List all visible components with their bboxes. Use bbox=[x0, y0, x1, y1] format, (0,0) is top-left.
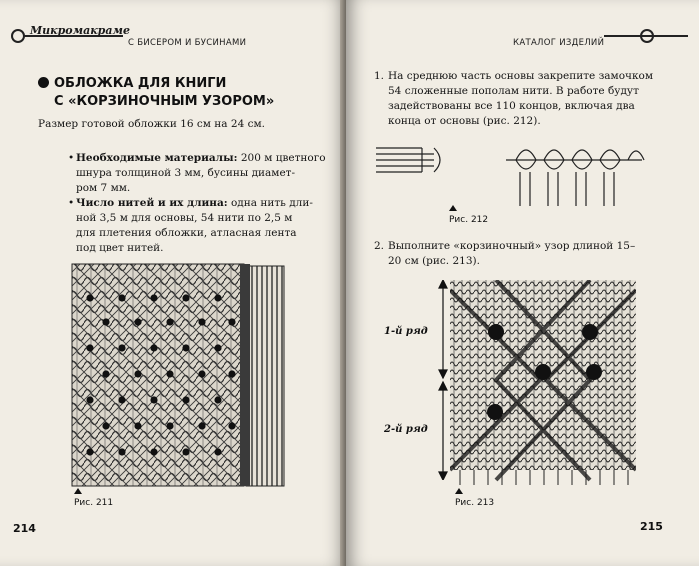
step-2-number: 2. bbox=[374, 240, 385, 252]
caption-marker-icon bbox=[455, 488, 463, 494]
page-number-right: 215 bbox=[640, 520, 663, 533]
step-1-number: 1. bbox=[374, 70, 385, 82]
series-title: Микромакраме bbox=[30, 24, 130, 37]
materials-paragraph: • Необходимые материалы: 200 м цветного шнура толщиной 3 мм, бусины диамет- ром 7 мм. bbox=[68, 152, 326, 194]
caption-marker-icon bbox=[449, 205, 457, 211]
section-header: КАТАЛОГ ИЗДЕЛИЙ bbox=[513, 38, 605, 48]
row-1-label: 1-й ряд bbox=[384, 326, 428, 337]
series-subtitle: С БИСЕРОМ И БУСИНАМИ bbox=[128, 38, 247, 48]
row-2-label: 2-й ряд bbox=[384, 424, 428, 435]
figure-213-basket-pattern bbox=[450, 280, 636, 485]
left-page bbox=[0, 0, 346, 566]
step-2-text: Выполните «корзиночный» узор длиной 15– 20 см (рис. 213). bbox=[388, 240, 636, 267]
figure-212-diagram bbox=[376, 138, 656, 210]
right-page bbox=[346, 0, 699, 566]
step-1-text: На среднюю часть основы закрепите замочком 54 сложенные пополам нити. В работе будут задействованы все 110 концов, включая два конца от основы (рис. 212). bbox=[388, 70, 654, 127]
figure-211-caption: Рис. 211 bbox=[74, 498, 114, 508]
bullet-icon bbox=[38, 77, 49, 88]
figure-213-caption: Рис. 213 bbox=[455, 498, 495, 508]
figure-211-book-cover bbox=[70, 260, 296, 490]
list-bullet-icon: • bbox=[68, 197, 75, 209]
dimension-arrows bbox=[436, 280, 450, 480]
header-ring-icon bbox=[640, 29, 654, 43]
list-bullet-icon: • bbox=[68, 152, 75, 164]
size-text: Размер готовой обложки 16 см на 24 см. bbox=[38, 118, 265, 130]
figure-212-caption: Рис. 212 bbox=[449, 215, 489, 225]
page-number-left: 214 bbox=[13, 522, 36, 535]
section-title-line2: С «КОРЗИНОЧНЫМ УЗОРОМ» bbox=[54, 94, 275, 109]
threads-paragraph: • Число нитей и их длина: одна нить дли- ной 3,5 м для основы, 54 нити по 2,5 м для плетения обложки, атласная лента под цвет нитей. bbox=[68, 197, 313, 254]
section-title-line1: ОБЛОЖКА ДЛЯ КНИГИ bbox=[38, 76, 226, 91]
caption-marker-icon bbox=[74, 488, 82, 494]
